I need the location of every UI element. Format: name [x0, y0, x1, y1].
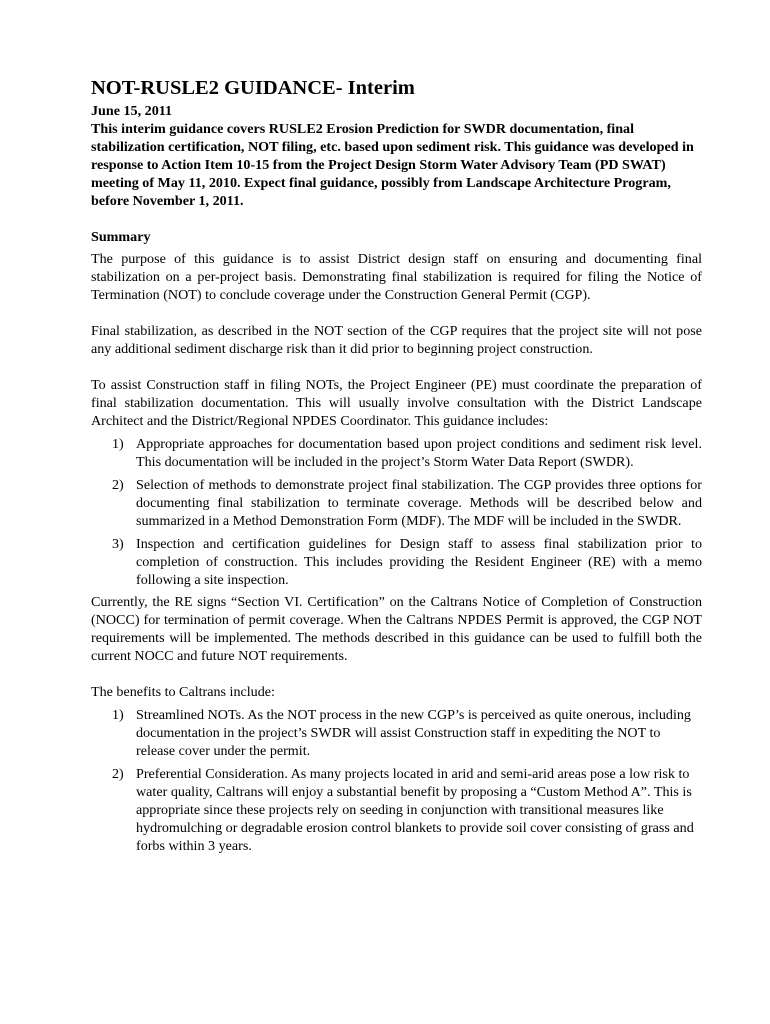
list-item	[91, 476, 702, 530]
list-item	[91, 706, 702, 760]
list-item-number: 3)	[112, 536, 124, 552]
list-item-text: Appropriate approaches for documentation based upon project conditions and sediment risk level. This documentation will be included in the project’s Storm Water Data Report (SWDR).	[136, 436, 702, 470]
intro-text: This interim guidance covers RUSLE2 Erosion Prediction for SWDR documentation, final stabilization certification, NOT filing, etc. based upon sediment risk. This guidance was developed in response to Action Item 10-15 from the Project Design Storm Water Advisory Team (PD SWAT) meeting of May 11, 2010. Expect final guidance, possibly from Landscape Architecture Program, before November 1, 2011.	[91, 121, 694, 209]
list-item-number: 2)	[112, 477, 124, 493]
list-item-text: Selection of methods to demonstrate project final stabilization. The CGP provides three options for documenting final stabilization to terminate coverage. Methods will be described below and summarized in a Method Demonstration Form (MDF). The MDF will be included in the SWDR.	[136, 477, 702, 529]
intro-block	[91, 102, 702, 210]
document-date: June 15, 2011	[91, 103, 173, 119]
document-title: NOT-RUSLE2 GUIDANCE- Interim	[91, 77, 415, 99]
document-page	[91, 76, 702, 855]
paragraph-benefits-intro: The benefits to Caltrans include:	[91, 684, 275, 700]
paragraph-purpose: The purpose of this guidance is to assist District design staff on ensuring and documenting final stabilization on a per-project basis. Demonstrating final stabilization is required for filing the Notice of Termination (NOT) to conclude coverage under the Construction General Permit (CGP).	[91, 251, 702, 303]
list-item-text: Inspection and certification guidelines for Design staff to assess final stabilization prior to completion of construction. This includes providing the Resident Engineer (RE) with a memo following a site inspection.	[136, 536, 702, 588]
list-item-number: 1)	[112, 707, 124, 723]
includes-list	[91, 435, 702, 589]
list-item-text: Streamlined NOTs. As the NOT process in the new CGP’s is perceived as quite onerous, including documentation in the project’s SWDR will assist Construction staff in expediting the NOT to release cover under the permit.	[136, 707, 691, 759]
summary-heading: Summary	[91, 229, 151, 245]
list-item-number: 2)	[112, 766, 124, 782]
list-item	[91, 765, 702, 855]
paragraph-final-stabilization: Final stabilization, as described in the NOT section of the CGP requires that the project site will not pose any additional sediment discharge risk than it did prior to beginning project construction.	[91, 323, 702, 357]
list-item-number: 1)	[112, 436, 124, 452]
list-item	[91, 535, 702, 589]
benefits-list	[91, 706, 702, 855]
paragraph-assist-construction: To assist Construction staff in filing NOTs, the Project Engineer (PE) must coordinate the preparation of final stabilization documentation. This will usually involve consultation with the District Landscape Architect and the District/Regional NPDES Coordinator. This guidance includes:	[91, 377, 702, 429]
list-item	[91, 435, 702, 471]
list-item-text: Preferential Consideration. As many projects located in arid and semi-arid areas pose a low risk to water quality, Caltrans will enjoy a substantial benefit by proposing a “Custom Method A”. This is appropriate since these projects rely on seeding in conjunction with transitional measures like hydromulching or degradable erosion control blankets to provide soil cover consisting of grass and forbs within 3 years.	[136, 766, 694, 854]
paragraph-currently: Currently, the RE signs “Section VI. Certification” on the Caltrans Notice of Completion of Construction (NOCC) for termination of permit coverage. When the Caltrans NPDES Permit is approved, the CGP NOT requirements will be implemented. The methods described in this guidance can be used to fulfill both the current NOCC and future NOT requirements.	[91, 594, 702, 664]
